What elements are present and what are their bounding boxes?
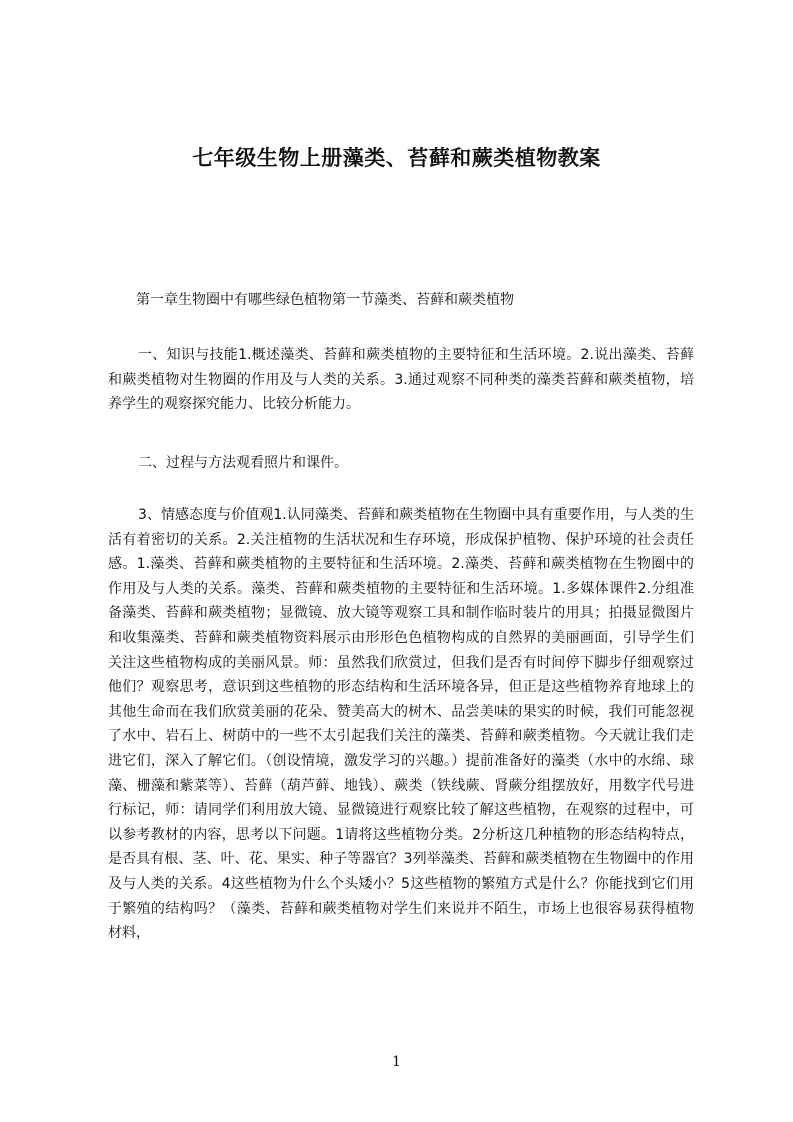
paragraph-process-methods: 二、过程与方法观看照片和课件。 [138, 455, 348, 471]
document-title: 七年级生物上册藻类、苔藓和蕨类植物教案 [192, 146, 601, 170]
chapter-heading: 第一章生物圈中有哪些绿色植物第一节藻类、苔藓和蕨类植物 [136, 292, 514, 308]
paragraph-emotion-values: 3、情感态度与价值观1.认同藻类、苔藓和蕨类植物在生物圈中具有重要作用，与人类的生活有着密切的关系。2.关注植物的生活状况和生存环境，形成保护植物、保护环境的社会责任感。1.藻类、苔藓和蕨类植物的主要特征和生活环境。2.藻类、苔藓和蕨类植物在生物圈中的作用及与人类的关系。藻类、苔藓和蕨类植物的主要特征和生活环境。1.多媒体课件2.分组准备藻类、苔藓和蕨类植物；显微镜、放大镜等观察工具和制作临时装片的用具；拍摄显微图片和收集藻类、苔藓和蕨类植物资料展示由形形色色植物构成的自然界的美丽画面，引导学生们关注这些植物构成的美丽风景。师：虽然我们欣赏过，但我们是否有时间停下脚步仔细观察过他们？观察思考，意识到这些植物的形态结构和生活环境各异，但正是这些植物养育地球上的其他生命而在我们欣赏美丽的花朵、赞美高大的树木、品尝美味的果实的时候，我们可能忽视了水中、岩石上、树荫中的一些不太引起我们关注的藻类、苔藓和蕨类植物。今天就让我们走进它们，深入了解它们。（创设情境，激发学习的兴趣。）提前准备好的藻类（水中的水绵、球藻、栅藻和紫菜等）、苔藓（葫芦藓、地钱）、蕨类（铁线蕨、肾蕨分组摆放好，用数字代号进行标记，师：请同学们利用放大镜、显微镜进行观察比较了解这些植物，在观察的过程中，可以参考教材的内容，思考以下问题。1请将这些植物分类。2分析这几种植物的形态结构特点，是否具有根、茎、叶、花、果实、种子等器官？3列举藻类、苔藓和蕨类植物在生物圈中的作用及与人类的关系。4这些植物为什么个头矮小？5这些植物的繁殖方式是什么？你能找到它们用于繁殖的结构吗？（藻类、苔藓和蕨类植物对学生们来说并不陌生，市场上也很容易获得植物材料， [108, 507, 694, 942]
page-number: 1 [392, 1054, 401, 1070]
paragraph-knowledge-skills: 一、知识与技能1.概述藻类、苔藓和蕨类植物的主要特征和生活环境。2.说出藻类、苔藓和蕨类植物对生物圈的作用及与人类的关系。3.通过观察不同种类的藻类苔藓和蕨类植物，培养学生的观察探究能力、比较分析能力。 [108, 347, 694, 413]
